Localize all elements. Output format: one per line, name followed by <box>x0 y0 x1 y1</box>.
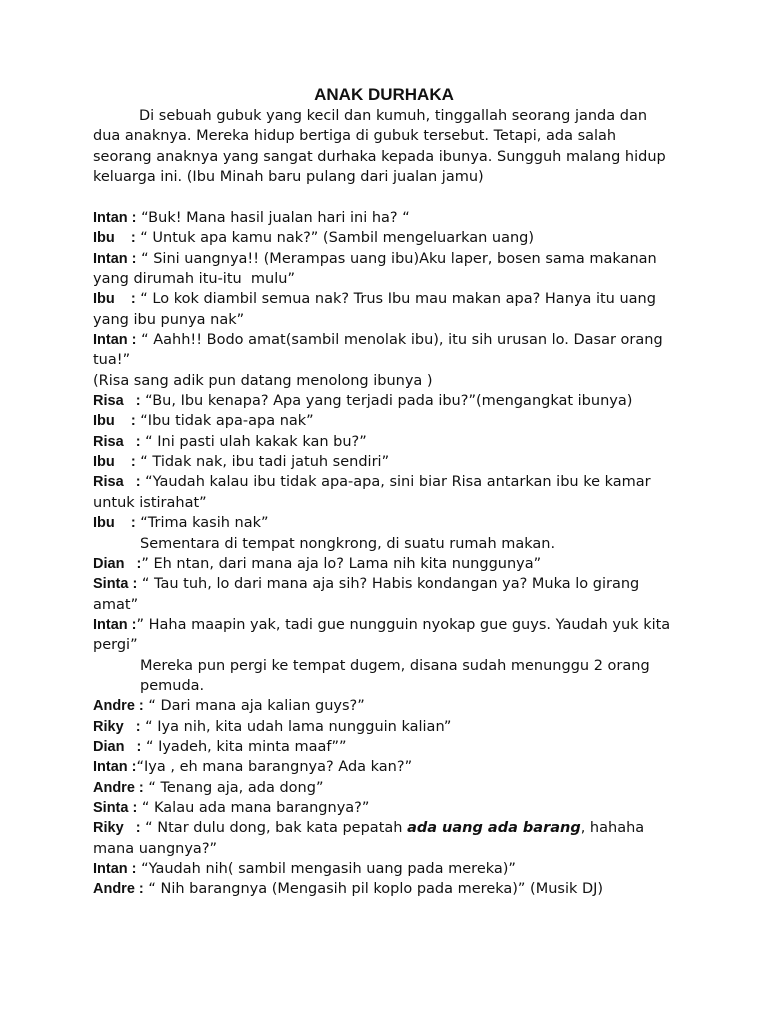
intro-paragraph <box>93 106 673 187</box>
dialogue-line <box>93 228 683 248</box>
speaker-name: Dian : <box>93 738 142 755</box>
dialogue-line <box>93 798 683 818</box>
line-text: “ Aahh!! Bodo amat(sambil menolak ibu), itu sih urusan lo. Dasar orang tua!” <box>93 332 668 369</box>
speaker-name: Risa : <box>93 474 141 491</box>
dialogue-line <box>93 432 683 452</box>
dialogue-line <box>93 778 683 798</box>
speaker-name: Sinta : <box>93 799 138 816</box>
speaker-name: Ibu : <box>93 454 136 471</box>
line-text: “Yaudah kalau ibu tidak apa-apa, sini biar Risa antarkan ibu ke kamar untuk istirahat” <box>93 474 656 511</box>
line-text: “ Kalau ada mana barangnya?” <box>137 799 370 816</box>
line-text: Sementara di tempat nongkrong, di suatu rumah makan. <box>140 535 556 552</box>
speaker-name: Risa : <box>93 393 141 410</box>
line-text: “ Untuk apa kamu nak?” (Sambil mengeluarkan uang) <box>135 230 535 247</box>
speaker-name: Riky : <box>93 718 141 735</box>
line-text: “ Ntar dulu dong, bak kata pepatah <box>140 820 408 837</box>
speaker-name: Ibu : <box>93 291 136 308</box>
dialogue-section <box>93 208 683 900</box>
line-text: “Buk! Mana hasil jualan hari ini ha? “ <box>136 210 410 226</box>
stage-direction <box>93 534 683 554</box>
dialogue-line <box>93 859 683 879</box>
document-title: ANAK DURHAKA <box>314 85 454 104</box>
dialogue-line <box>93 208 683 228</box>
line-text: “ Tenang aja, ada dong” <box>143 779 324 796</box>
line-text: “ Tau tuh, lo dari mana aja sih? Habis kondangan ya? Muka lo girang amat” <box>93 576 644 613</box>
speaker-name: Riky : <box>93 820 141 837</box>
line-text: ” Haha maapin yak, tadi gue nungguin nyokap gue guys. Yaudah yuk kita pergi” <box>93 616 675 654</box>
dialogue-line <box>93 696 683 716</box>
line-text: “Iya , eh mana barangnya? Ada kan?” <box>136 759 413 776</box>
speaker-name: Intan : <box>93 861 137 877</box>
line-text: ” Eh ntan, dari mana aja lo? Lama nih kita nunggunya” <box>141 555 542 572</box>
line-text-continued: , hahaha mana uangnya?” <box>93 820 649 857</box>
dialogue-line <box>93 615 683 656</box>
dialogue-line <box>93 472 683 513</box>
line-text: “ Iyadeh, kita minta maaf”” <box>141 738 347 755</box>
speaker-name: Andre : <box>93 698 144 715</box>
dialogue-line <box>93 554 683 574</box>
stage-direction <box>93 371 683 391</box>
speaker-name: Andre : <box>93 779 144 796</box>
dialogue-line <box>93 411 683 431</box>
speaker-name: Sinta : <box>93 576 138 593</box>
line-text: “Trima kasih nak” <box>135 515 269 532</box>
speaker-name: Andre : <box>93 881 144 898</box>
line-text: “ Dari mana aja kalian guys?” <box>143 698 365 715</box>
dialogue-line <box>93 249 683 290</box>
dialogue-line <box>93 737 683 757</box>
dialogue-line <box>93 513 683 533</box>
speaker-name: Ibu : <box>93 230 136 247</box>
line-text: “ Lo kok diambil semua nak? Trus Ibu mau makan apa? Hanya itu uang yang ibu punya nak” <box>93 291 661 328</box>
dialogue-line <box>93 391 683 411</box>
dialogue-line <box>93 330 683 371</box>
intro-text: Di sebuah gubuk yang kecil dan kumuh, tinggallah seorang janda dan dua anaknya. Mereka hidup bertiga di gubuk tersebut. Tetapi, ada salah seorang anaknya yang sangat durhaka kepada ibunya. Sungguh malang hidup keluarga ini. (Ibu Minah baru pulang dari jualan jamu) <box>93 108 666 185</box>
line-text: “ Tidak nak, ibu tadi jatuh sendiri” <box>135 454 390 471</box>
dialogue-line <box>93 818 683 859</box>
line-text: “Bu, Ibu kenapa? Apa yang terjadi pada ibu?”(mengangkat ibunya) <box>140 393 633 410</box>
speaker-name: Intan : <box>93 616 137 633</box>
speaker-name: Intan : <box>93 332 137 349</box>
speaker-name: Ibu : <box>93 515 136 532</box>
line-text: Mereka pun pergi ke tempat dugem, disana sudah menunggu 2 orang pemuda. <box>140 657 655 694</box>
line-text: “Ibu tidak apa-apa nak” <box>135 413 314 430</box>
line-text: “ Nih barangnya (Mengasih pil koplo pada mereka)” (Musik DJ) <box>143 881 604 898</box>
emphasized-phrase: ada uang ada barang <box>407 820 581 837</box>
line-text: “ Iya nih, kita udah lama nungguin kalian” <box>140 718 452 735</box>
speaker-name: Intan : <box>93 210 137 226</box>
line-text: “Yaudah nih( sambil mengasih uang pada mereka)” <box>136 861 516 877</box>
speaker-name: Intan : <box>93 759 137 776</box>
dialogue-line <box>93 289 683 330</box>
line-text: (Risa sang adik pun datang menolong ibunya ) <box>93 372 433 389</box>
line-text: “ Sini uangnya!! (Merampas uang ibu)Aku laper, bosen sama makanan yang dirumah itu-itu mulu” <box>93 250 662 288</box>
stage-direction <box>93 656 683 697</box>
dialogue-line <box>93 717 683 737</box>
dialogue-line <box>93 452 683 472</box>
dialogue-line <box>93 757 683 777</box>
dialogue-line <box>93 574 683 615</box>
speaker-name: Ibu : <box>93 413 136 430</box>
speaker-name: Intan : <box>93 250 137 267</box>
dialogue-line <box>93 879 683 899</box>
line-text: “ Ini pasti ulah kakak kan bu?” <box>140 433 367 450</box>
speaker-name: Dian : <box>93 555 142 572</box>
speaker-name: Risa : <box>93 433 141 450</box>
